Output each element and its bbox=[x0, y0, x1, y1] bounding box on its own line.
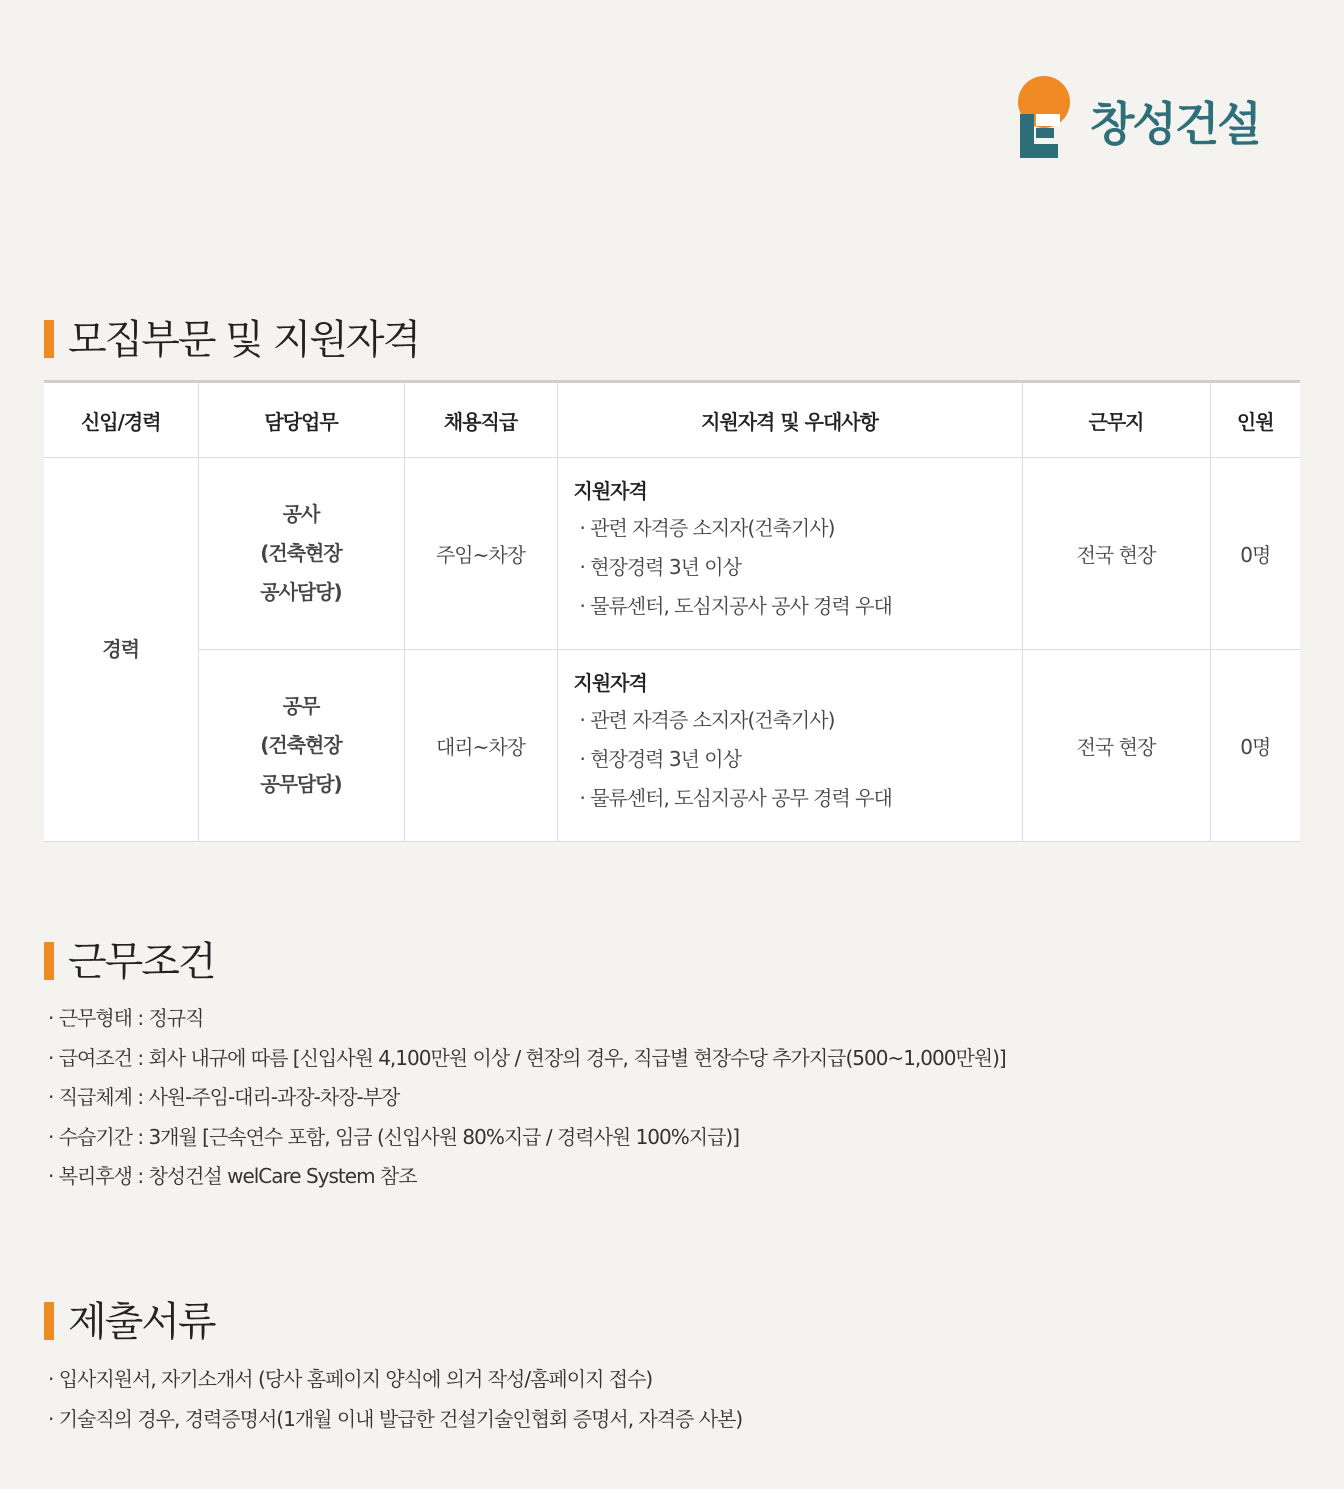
qual-item: · 관련 자격증 소지자(건축기사) bbox=[579, 516, 835, 540]
section-title-recruitment bbox=[44, 308, 419, 365]
qual-title: 지원자격 bbox=[573, 479, 647, 503]
duty-line: 공무 bbox=[282, 694, 320, 718]
duty-line: 공사담당) bbox=[260, 580, 342, 604]
documents-list bbox=[48, 1360, 742, 1439]
cell-rank: 대리~차장 bbox=[404, 650, 557, 842]
logo-text: 창성건설 bbox=[1090, 97, 1260, 151]
list-item: · 급여조건 : 회사 내규에 따름 [신입사원 4,100만원 이상 / 현장의 경우, 직급별 현장수당 추가지급(500~1,000만원)] bbox=[48, 1045, 1006, 1070]
section-title-documents bbox=[44, 1290, 215, 1347]
cell-duty bbox=[198, 650, 404, 842]
duty-line: 공사 bbox=[282, 502, 320, 526]
qual-item: · 관련 자격증 소지자(건축기사) bbox=[579, 708, 835, 732]
section-accent-bar bbox=[44, 1302, 54, 1340]
header-type: 신입/경력 bbox=[44, 382, 198, 458]
cell-qualifications bbox=[557, 650, 1022, 842]
section-title-text: 근무조건 bbox=[68, 939, 215, 985]
qual-item: · 물류센터, 도심지공사 공무 경력 우대 bbox=[579, 786, 892, 810]
section-title-conditions bbox=[44, 930, 215, 987]
cell-group: 경력 bbox=[44, 458, 198, 842]
section-title-text: 모집부문 및 지원자격 bbox=[68, 317, 420, 363]
list-item: · 복리후생 : 창성건설 welCare System 참조 bbox=[48, 1164, 417, 1188]
qual-item: · 현장경력 3년 이상 bbox=[579, 747, 741, 771]
list-item: · 수습기간 : 3개월 [근속연수 포함, 임금 (신입사원 80%지급 / 경력사원 100%지급)] bbox=[48, 1124, 740, 1149]
header-count: 인원 bbox=[1210, 382, 1300, 458]
recruitment-table bbox=[44, 380, 1300, 842]
list-item: · 입사지원서, 자기소개서 (당사 홈페이지 양식에 의거 작성/홈페이지 접수) bbox=[48, 1367, 653, 1391]
cell-rank: 주임~차장 bbox=[404, 458, 557, 650]
cell-location: 전국 현장 bbox=[1022, 458, 1210, 650]
conditions-list bbox=[48, 999, 1006, 1197]
cell-duty bbox=[198, 458, 404, 650]
logo-mark-icon bbox=[1014, 74, 1084, 164]
qual-title: 지원자격 bbox=[573, 671, 647, 695]
section-accent-bar bbox=[44, 320, 54, 358]
header-duty: 담당업무 bbox=[198, 382, 404, 458]
list-item: · 근무형태 : 정규직 bbox=[48, 1006, 204, 1030]
list-item: · 기술직의 경우, 경력증명서(1개월 이내 발급한 건설기술인협회 증명서, 자격증 사본) bbox=[48, 1406, 743, 1431]
duty-line: 공무담당) bbox=[260, 772, 342, 796]
cell-qualifications bbox=[557, 458, 1022, 650]
cell-count: 0명 bbox=[1210, 458, 1300, 650]
qual-item: · 물류센터, 도심지공사 공사 경력 우대 bbox=[579, 594, 892, 618]
duty-line: (건축현장 bbox=[260, 541, 342, 565]
cell-location: 전국 현장 bbox=[1022, 650, 1210, 842]
cell-count: 0명 bbox=[1210, 650, 1300, 842]
table-header-row bbox=[44, 382, 1300, 458]
header-rank: 채용직급 bbox=[404, 382, 557, 458]
table-row bbox=[44, 458, 1300, 650]
duty-line: (건축현장 bbox=[260, 733, 342, 757]
section-title-text: 제출서류 bbox=[68, 1299, 215, 1345]
section-accent-bar bbox=[44, 942, 54, 980]
table-row bbox=[44, 650, 1300, 842]
header-location: 근무지 bbox=[1022, 382, 1210, 458]
qual-item: · 현장경력 3년 이상 bbox=[579, 555, 741, 579]
list-item: · 직급체계 : 사원-주임-대리-과장-차장-부장 bbox=[48, 1085, 400, 1109]
company-logo bbox=[1014, 74, 1310, 164]
header-qualifications: 지원자격 및 우대사항 bbox=[557, 382, 1022, 458]
